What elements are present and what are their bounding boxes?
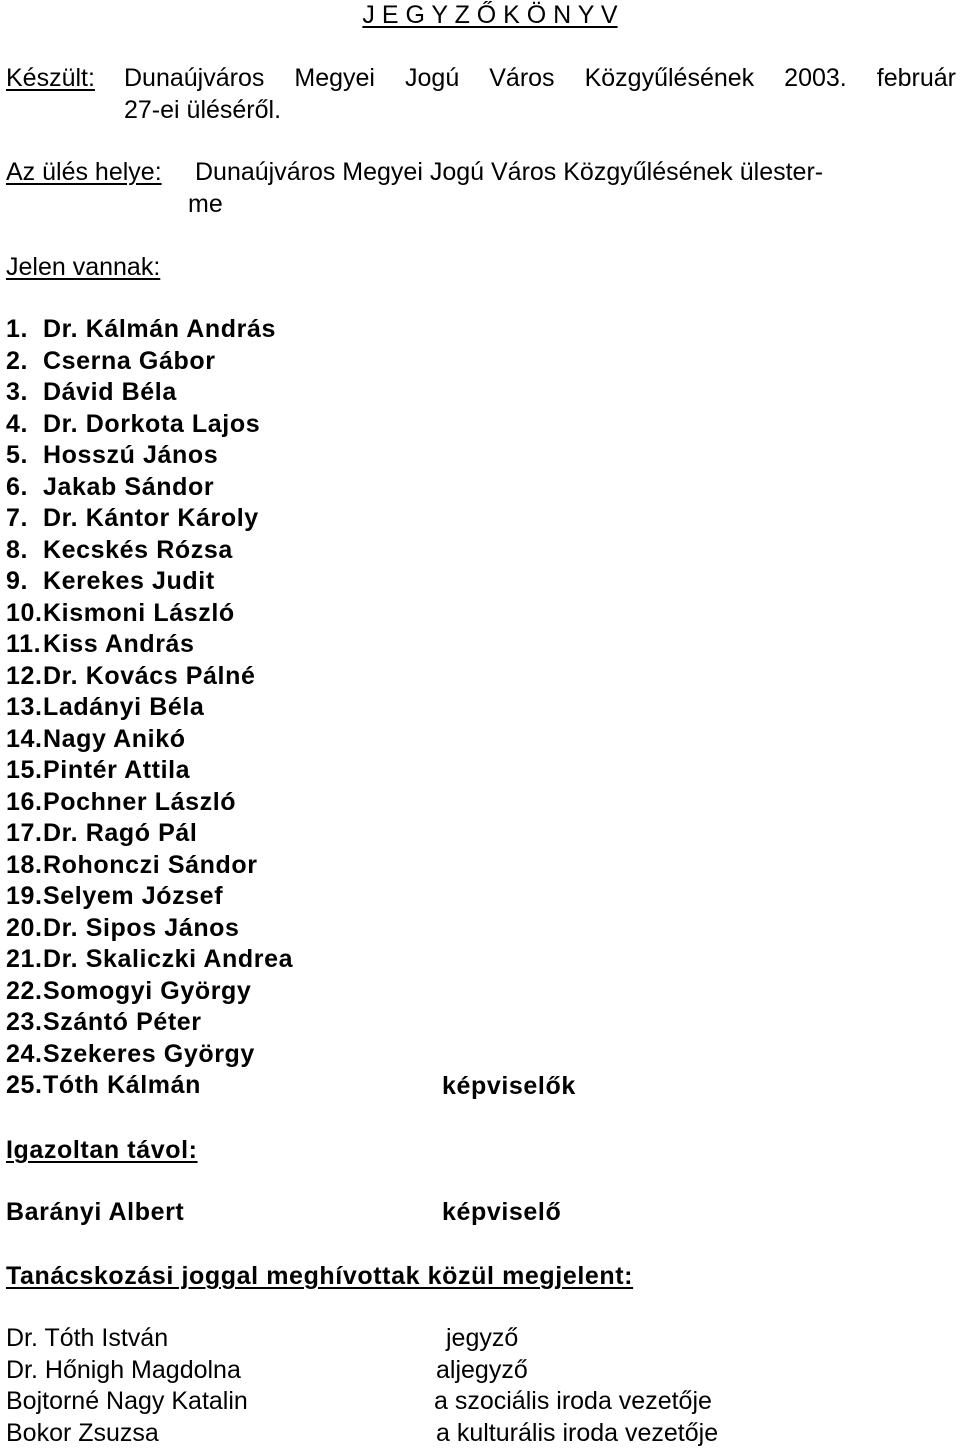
guest-role: a kulturális iroda vezetője — [436, 1418, 719, 1447]
member-number: 21. — [6, 945, 43, 973]
member-list-item — [6, 692, 293, 724]
member-number: 5. — [6, 441, 29, 469]
member-number: 11. — [6, 630, 42, 658]
member-list-item — [6, 944, 293, 976]
member-list-item — [6, 850, 293, 882]
member-number: 1. — [6, 315, 29, 343]
member-name: Dr. Dorkota Lajos — [43, 409, 261, 438]
member-number: 13. — [6, 693, 43, 721]
advisory-guests-list — [6, 1323, 906, 1449]
member-list-item — [6, 976, 293, 1008]
member-list-item — [6, 913, 293, 945]
absent-label: Igazoltan távol: — [6, 1136, 198, 1164]
member-number: 4. — [6, 409, 29, 438]
member-list-item — [6, 409, 293, 441]
member-list-item — [6, 598, 293, 630]
member-number: 10. — [6, 598, 43, 627]
member-list-item — [6, 566, 293, 598]
member-number: 22. — [6, 976, 43, 1005]
document-title-text: J E G Y Z Ő K Ö N Y V — [362, 1, 618, 29]
member-name: Dr. Sipos János — [43, 913, 240, 942]
member-number: 17. — [6, 819, 43, 847]
guest-name: Bokor Zsuzsa — [6, 1418, 159, 1447]
present-label: Jelen vannak: — [6, 253, 161, 281]
prepared-text-line2: 27-ei üléséről. — [124, 96, 282, 124]
member-list-item — [6, 724, 293, 756]
member-number: 24. — [6, 1039, 43, 1068]
guest-row — [6, 1386, 906, 1418]
member-number: 7. — [6, 504, 29, 532]
venue-label: Az ülés helye: — [6, 158, 162, 186]
member-list-item — [6, 503, 293, 535]
member-name: Nagy Anikó — [43, 724, 186, 753]
guest-row — [6, 1355, 906, 1387]
guest-role: jegyző — [446, 1324, 519, 1352]
member-number: 23. — [6, 1008, 43, 1036]
member-name: Ladányi Béla — [43, 693, 205, 721]
absent-member-name: Barányi Albert — [6, 1198, 185, 1226]
member-list-item — [6, 881, 293, 913]
present-members-role: képviselők — [442, 1072, 576, 1100]
member-name: Kiss András — [43, 630, 195, 658]
member-name: Somogyi György — [43, 976, 252, 1005]
member-list-item — [6, 472, 293, 504]
member-name: Jakab Sándor — [43, 472, 215, 501]
member-number: 16. — [6, 787, 43, 816]
guest-role: a szociális iroda vezetője — [434, 1387, 712, 1415]
member-number: 3. — [6, 378, 29, 406]
member-number: 8. — [6, 535, 29, 564]
advisory-label: Tanácskozási joggal meghívottak közül megjelent: — [6, 1262, 634, 1290]
member-list-item — [6, 440, 293, 472]
prepared-text-line1: Dunaújváros Megyei Jogú Város Közgyűlésének 2003. február — [124, 64, 956, 92]
prepared-label: Készült: — [6, 64, 95, 92]
guest-name: Dr. Hőnigh Magdolna — [6, 1355, 241, 1384]
member-name: Cserna Gábor — [43, 346, 216, 375]
venue-text-line2: me — [188, 190, 223, 218]
member-number: 25. — [6, 1071, 43, 1099]
guest-row — [6, 1418, 906, 1450]
member-name: Dr. Kántor Károly — [43, 504, 259, 532]
member-number: 9. — [6, 567, 29, 595]
member-list-item — [6, 1007, 293, 1039]
member-name: Kerekes Judit — [43, 567, 215, 595]
member-name: Selyem József — [43, 882, 224, 910]
member-name: Szekeres György — [43, 1039, 255, 1068]
member-name: Dr. Ragó Pál — [43, 819, 198, 847]
guest-name: Bojtorné Nagy Katalin — [6, 1387, 248, 1415]
member-number: 19. — [6, 882, 43, 910]
member-name: Dr. Kálmán András — [43, 315, 276, 343]
document-title — [0, 0, 960, 32]
member-name: Pochner László — [43, 787, 237, 816]
member-number: 12. — [6, 661, 43, 690]
member-name: Rohonczi Sándor — [43, 850, 258, 879]
member-name: Kecskés Rózsa — [43, 535, 233, 564]
member-list-item — [6, 818, 293, 850]
member-number: 6. — [6, 472, 29, 501]
guest-row — [6, 1323, 906, 1355]
member-name: Dr. Skaliczki Andrea — [43, 945, 294, 973]
present-members-list — [6, 314, 293, 1102]
member-name: Kismoni László — [43, 598, 235, 627]
member-name: Tóth Kálmán — [43, 1071, 201, 1099]
member-name: Hosszú János — [43, 441, 219, 469]
member-number: 2. — [6, 346, 29, 375]
member-name: Dávid Béla — [43, 378, 177, 406]
member-name: Szántó Péter — [43, 1008, 202, 1036]
member-name: Dr. Kovács Pálné — [43, 661, 256, 690]
member-number: 20. — [6, 913, 43, 942]
member-list-item — [6, 346, 293, 378]
member-number: 18. — [6, 850, 43, 879]
absent-member-role: képviselő — [442, 1198, 562, 1226]
member-list-item — [6, 787, 293, 819]
member-list-item — [6, 1039, 293, 1071]
member-list-item — [6, 314, 293, 346]
guest-name: Dr. Tóth István — [6, 1324, 169, 1352]
member-list-item — [6, 661, 293, 693]
venue-text-line1: Dunaújváros Megyei Jogú Város Közgyűlésének ülester- — [195, 158, 824, 186]
guest-role: aljegyző — [436, 1355, 528, 1384]
member-list-item — [6, 1070, 293, 1102]
member-list-item — [6, 629, 293, 661]
member-number: 14. — [6, 724, 43, 753]
member-list-item — [6, 535, 293, 567]
member-list-item — [6, 755, 293, 787]
member-number: 15. — [6, 756, 43, 784]
member-name: Pintér Attila — [43, 756, 191, 784]
member-list-item — [6, 377, 293, 409]
